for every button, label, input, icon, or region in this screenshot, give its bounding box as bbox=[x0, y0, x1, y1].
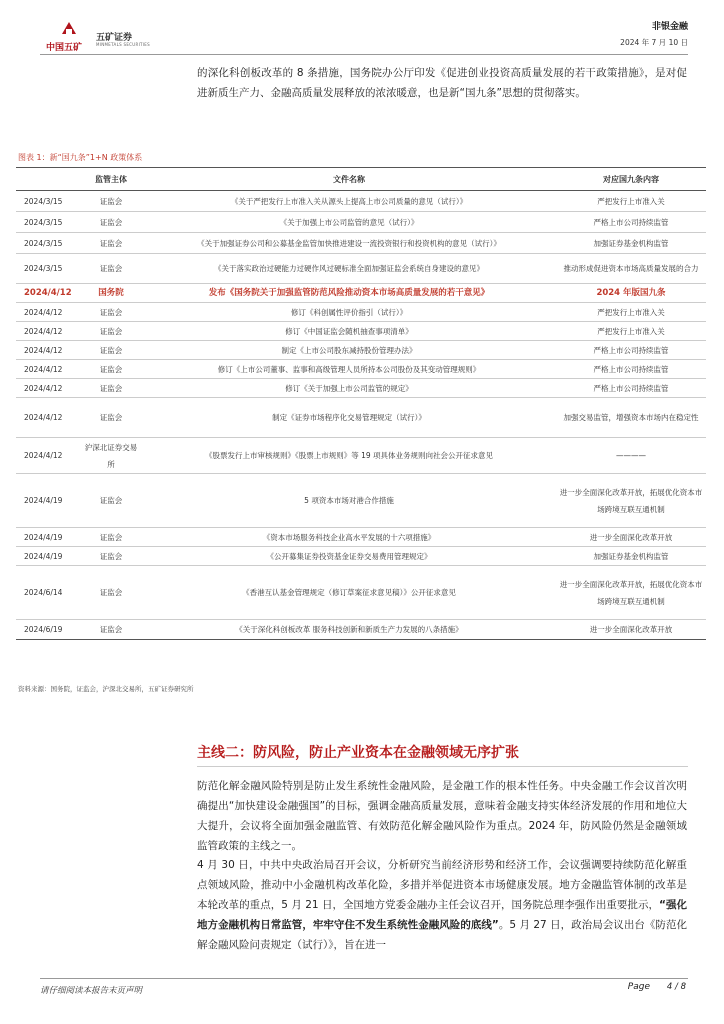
page-label: Page bbox=[627, 982, 650, 992]
row-content: 严格上市公司持续监管 bbox=[556, 379, 706, 398]
brand-left: 中国五矿 bbox=[46, 43, 83, 53]
row-document: 5 项资本市场对港合作措施 bbox=[142, 474, 556, 528]
table-source: 资料来源：国务院，证监会，沪深北交易所，五矿证券研究所 bbox=[18, 685, 194, 693]
table-row bbox=[16, 303, 706, 322]
row-document: 修订《上市公司董事、监事和高级管理人员所持本公司股份及其变动管理规则》 bbox=[142, 360, 556, 379]
table-row bbox=[16, 547, 706, 566]
para2-text-a: 4 月 30 日，中共中央政治局召开会议，分析研究当前经济形势和经济工作，会议强调要持续防范化解重点领域风险，推动中小金融机构改革化险，多措并举促进资本市场健康发展。地方金融监管体制的改革是本轮改革的重点，5 月 21 日，全国地方党委金融办主任会议召开，国务院总理李强作出重要批示， bbox=[197, 859, 687, 911]
row-content: 加强证券基金机构监管 bbox=[556, 547, 706, 566]
table-row bbox=[16, 398, 706, 438]
row-agency: 证监会 bbox=[80, 528, 142, 547]
row-content: 进一步全面深化改革开放 bbox=[556, 620, 706, 640]
row-agency: 证监会 bbox=[80, 322, 142, 341]
row-agency: 证监会 bbox=[80, 212, 142, 233]
row-date: 2024/6/19 bbox=[16, 620, 80, 640]
row-content: 进一步全面深化改革开放，拓展优化资本市场跨境互联互通机制 bbox=[556, 566, 706, 620]
row-agency: 证监会 bbox=[80, 191, 142, 212]
row-date: 2024/4/19 bbox=[16, 547, 80, 566]
table-row bbox=[16, 212, 706, 233]
para2-bold-quote: “强化地方金融机构日常监管，牢牢守住不发生系统性金融风险的底线” bbox=[197, 899, 687, 931]
row-date: 2024/3/15 bbox=[16, 254, 80, 284]
table-row bbox=[16, 566, 706, 620]
section-title: 主线二：防风险，防止产业资本在金融领域无序扩张 bbox=[197, 745, 519, 761]
row-agency: 证监会 bbox=[80, 547, 142, 566]
row-date: 2024/4/19 bbox=[16, 528, 80, 547]
row-document: 修订《科创属性评价指引（试行）》 bbox=[142, 303, 556, 322]
row-agency: 证监会 bbox=[80, 303, 142, 322]
table-row bbox=[16, 474, 706, 528]
row-agency: 证监会 bbox=[80, 233, 142, 254]
row-document: 《关于加强证券公司和公募基金监管加快推进建设一流投资银行和投资机构的意见（试行）》 bbox=[142, 233, 556, 254]
row-content: 加强证券基金机构监管 bbox=[556, 233, 706, 254]
row-document: 制定《上市公司股东减持股份管理办法》 bbox=[142, 341, 556, 360]
section-paragraph-2 bbox=[197, 855, 687, 955]
table-row bbox=[16, 341, 706, 360]
table-row bbox=[16, 191, 706, 212]
brand-right-sub: MINMETALS SECURITIES bbox=[96, 42, 150, 47]
row-date: 2024/4/12 bbox=[16, 379, 80, 398]
row-agency: 证监会 bbox=[80, 341, 142, 360]
row-document: 发布《国务院关于加强监管防范风险推动资本市场高质量发展的若干意见》 bbox=[142, 284, 556, 303]
table-row bbox=[16, 233, 706, 254]
table-row bbox=[16, 254, 706, 284]
logo-emblem-icon bbox=[60, 20, 78, 36]
row-agency: 证监会 bbox=[80, 566, 142, 620]
report-date: 2024 年 7 月 10 日 bbox=[620, 38, 688, 47]
footer-disclaimer: 请仔细阅读本报告末页声明 bbox=[40, 986, 143, 996]
table-row bbox=[16, 379, 706, 398]
table-row bbox=[16, 438, 706, 474]
col-header-doc: 文件名称 bbox=[142, 168, 556, 191]
row-date: 2024/6/14 bbox=[16, 566, 80, 620]
header-divider bbox=[40, 54, 688, 55]
brand-right: 五矿证券 bbox=[96, 33, 133, 43]
row-date: 2024/4/12 bbox=[16, 341, 80, 360]
row-content: 进一步全面深化改革开放 bbox=[556, 528, 706, 547]
row-date: 2024/3/15 bbox=[16, 233, 80, 254]
row-document: 《香港互认基金管理规定（修订草案征求意见稿）》公开征求意见 bbox=[142, 566, 556, 620]
page-number: 4 / 8 bbox=[666, 982, 686, 992]
row-document: 《关于严把发行上市准入关从源头上提高上市公司质量的意见（试行）》 bbox=[142, 191, 556, 212]
row-content: 严把发行上市准入关 bbox=[556, 303, 706, 322]
row-agency: 证监会 bbox=[80, 360, 142, 379]
row-document: 《关于加强上市公司监管的意见（试行）》 bbox=[142, 212, 556, 233]
row-document: 《股票发行上市审核规则》《股票上市规则》等 19 项具体业务规则向社会公开征求意见 bbox=[142, 438, 556, 474]
policy-table bbox=[16, 167, 706, 640]
row-content: 进一步全面深化改革开放，拓展优化资本市场跨境互联互通机制 bbox=[556, 474, 706, 528]
para2-text-c: 。5 月 27 日，政治局会议出台《防范化解金融风险问责规定（试行）》，旨在进一 bbox=[197, 919, 687, 951]
section-paragraph-1: 防范化解金融风险特别是防止发生系统性金融风险，是金融工作的根本性任务。中央金融工作会议首次明确提出“加快建设金融强国”的目标，强调金融高质量发展，意味着金融支持实体经济发展的作用和地位大大提升，会议将全面加强金融监管、有效防范化解金融风险作为重点。2024 年，防风险仍然是金融领域监管政策的主线之一。 bbox=[197, 780, 687, 852]
row-agency: 证监会 bbox=[80, 398, 142, 438]
table-title: 图表 1：新“国九条”1+N 政策体系 bbox=[18, 153, 143, 162]
table-row bbox=[16, 284, 706, 303]
row-date: 2024/4/12 bbox=[16, 322, 80, 341]
row-content: ———— bbox=[556, 438, 706, 474]
row-content: 2024 年版国九条 bbox=[556, 284, 706, 303]
row-content: 严格上市公司持续监管 bbox=[556, 341, 706, 360]
report-category: 非银金融 bbox=[651, 22, 688, 32]
row-agency: 证监会 bbox=[80, 379, 142, 398]
row-document: 《关于落实政治过硬能力过硬作风过硬标准全面加强证监会系统自身建设的意见》 bbox=[142, 254, 556, 284]
row-document: 制定《证券市场程序化交易管理规定（试行）》 bbox=[142, 398, 556, 438]
row-date: 2024/4/19 bbox=[16, 474, 80, 528]
row-date: 2024/3/15 bbox=[16, 212, 80, 233]
row-date: 2024/4/12 bbox=[16, 284, 80, 303]
table-row bbox=[16, 528, 706, 547]
row-date: 2024/4/12 bbox=[16, 398, 80, 438]
table-row bbox=[16, 620, 706, 640]
table-row bbox=[16, 322, 706, 341]
footer-divider bbox=[40, 978, 688, 979]
row-agency: 证监会 bbox=[80, 254, 142, 284]
row-date: 2024/3/15 bbox=[16, 191, 80, 212]
row-date: 2024/4/12 bbox=[16, 438, 80, 474]
row-content: 严格上市公司持续监管 bbox=[556, 212, 706, 233]
row-date: 2024/4/12 bbox=[16, 303, 80, 322]
row-content: 严把发行上市准入关 bbox=[556, 191, 706, 212]
row-agency: 国务院 bbox=[80, 284, 142, 303]
table-header-row bbox=[16, 168, 706, 191]
row-content: 加强交易监管，增强资本市场内在稳定性 bbox=[556, 398, 706, 438]
col-header-agency: 监管主体 bbox=[80, 168, 142, 191]
section-divider bbox=[197, 766, 688, 767]
row-content: 严把发行上市准入关 bbox=[556, 322, 706, 341]
row-document: 《资本市场服务科技企业高水平发展的十六项措施》 bbox=[142, 528, 556, 547]
row-document: 《公开募集证券投资基金证券交易费用管理规定》 bbox=[142, 547, 556, 566]
col-header-content: 对应国九条内容 bbox=[556, 168, 706, 191]
row-document: 《关于深化科创板改革 服务科技创新和新质生产力发展的八条措施》 bbox=[142, 620, 556, 640]
row-document: 修订《中国证监会随机抽查事项清单》 bbox=[142, 322, 556, 341]
intro-paragraph: 的深化科创板改革的 8 条措施，国务院办公厅印发《促进创业投资高质量发展的若干政策措施》，是对促进新质生产力、金融高质量发展释放的浓浓暖意，也是新“国九条”思想的贯彻落实。 bbox=[197, 67, 687, 99]
table-row bbox=[16, 360, 706, 379]
row-content: 严格上市公司持续监管 bbox=[556, 360, 706, 379]
col-header-date bbox=[16, 168, 80, 191]
row-agency: 证监会 bbox=[80, 474, 142, 528]
row-document: 修订《关于加强上市公司监管的规定》 bbox=[142, 379, 556, 398]
row-agency: 证监会 bbox=[80, 620, 142, 640]
row-agency: 沪深北证券交易所 bbox=[80, 438, 142, 474]
row-date: 2024/4/12 bbox=[16, 360, 80, 379]
row-content: 推动形成促进资本市场高质量发展的合力 bbox=[556, 254, 706, 284]
